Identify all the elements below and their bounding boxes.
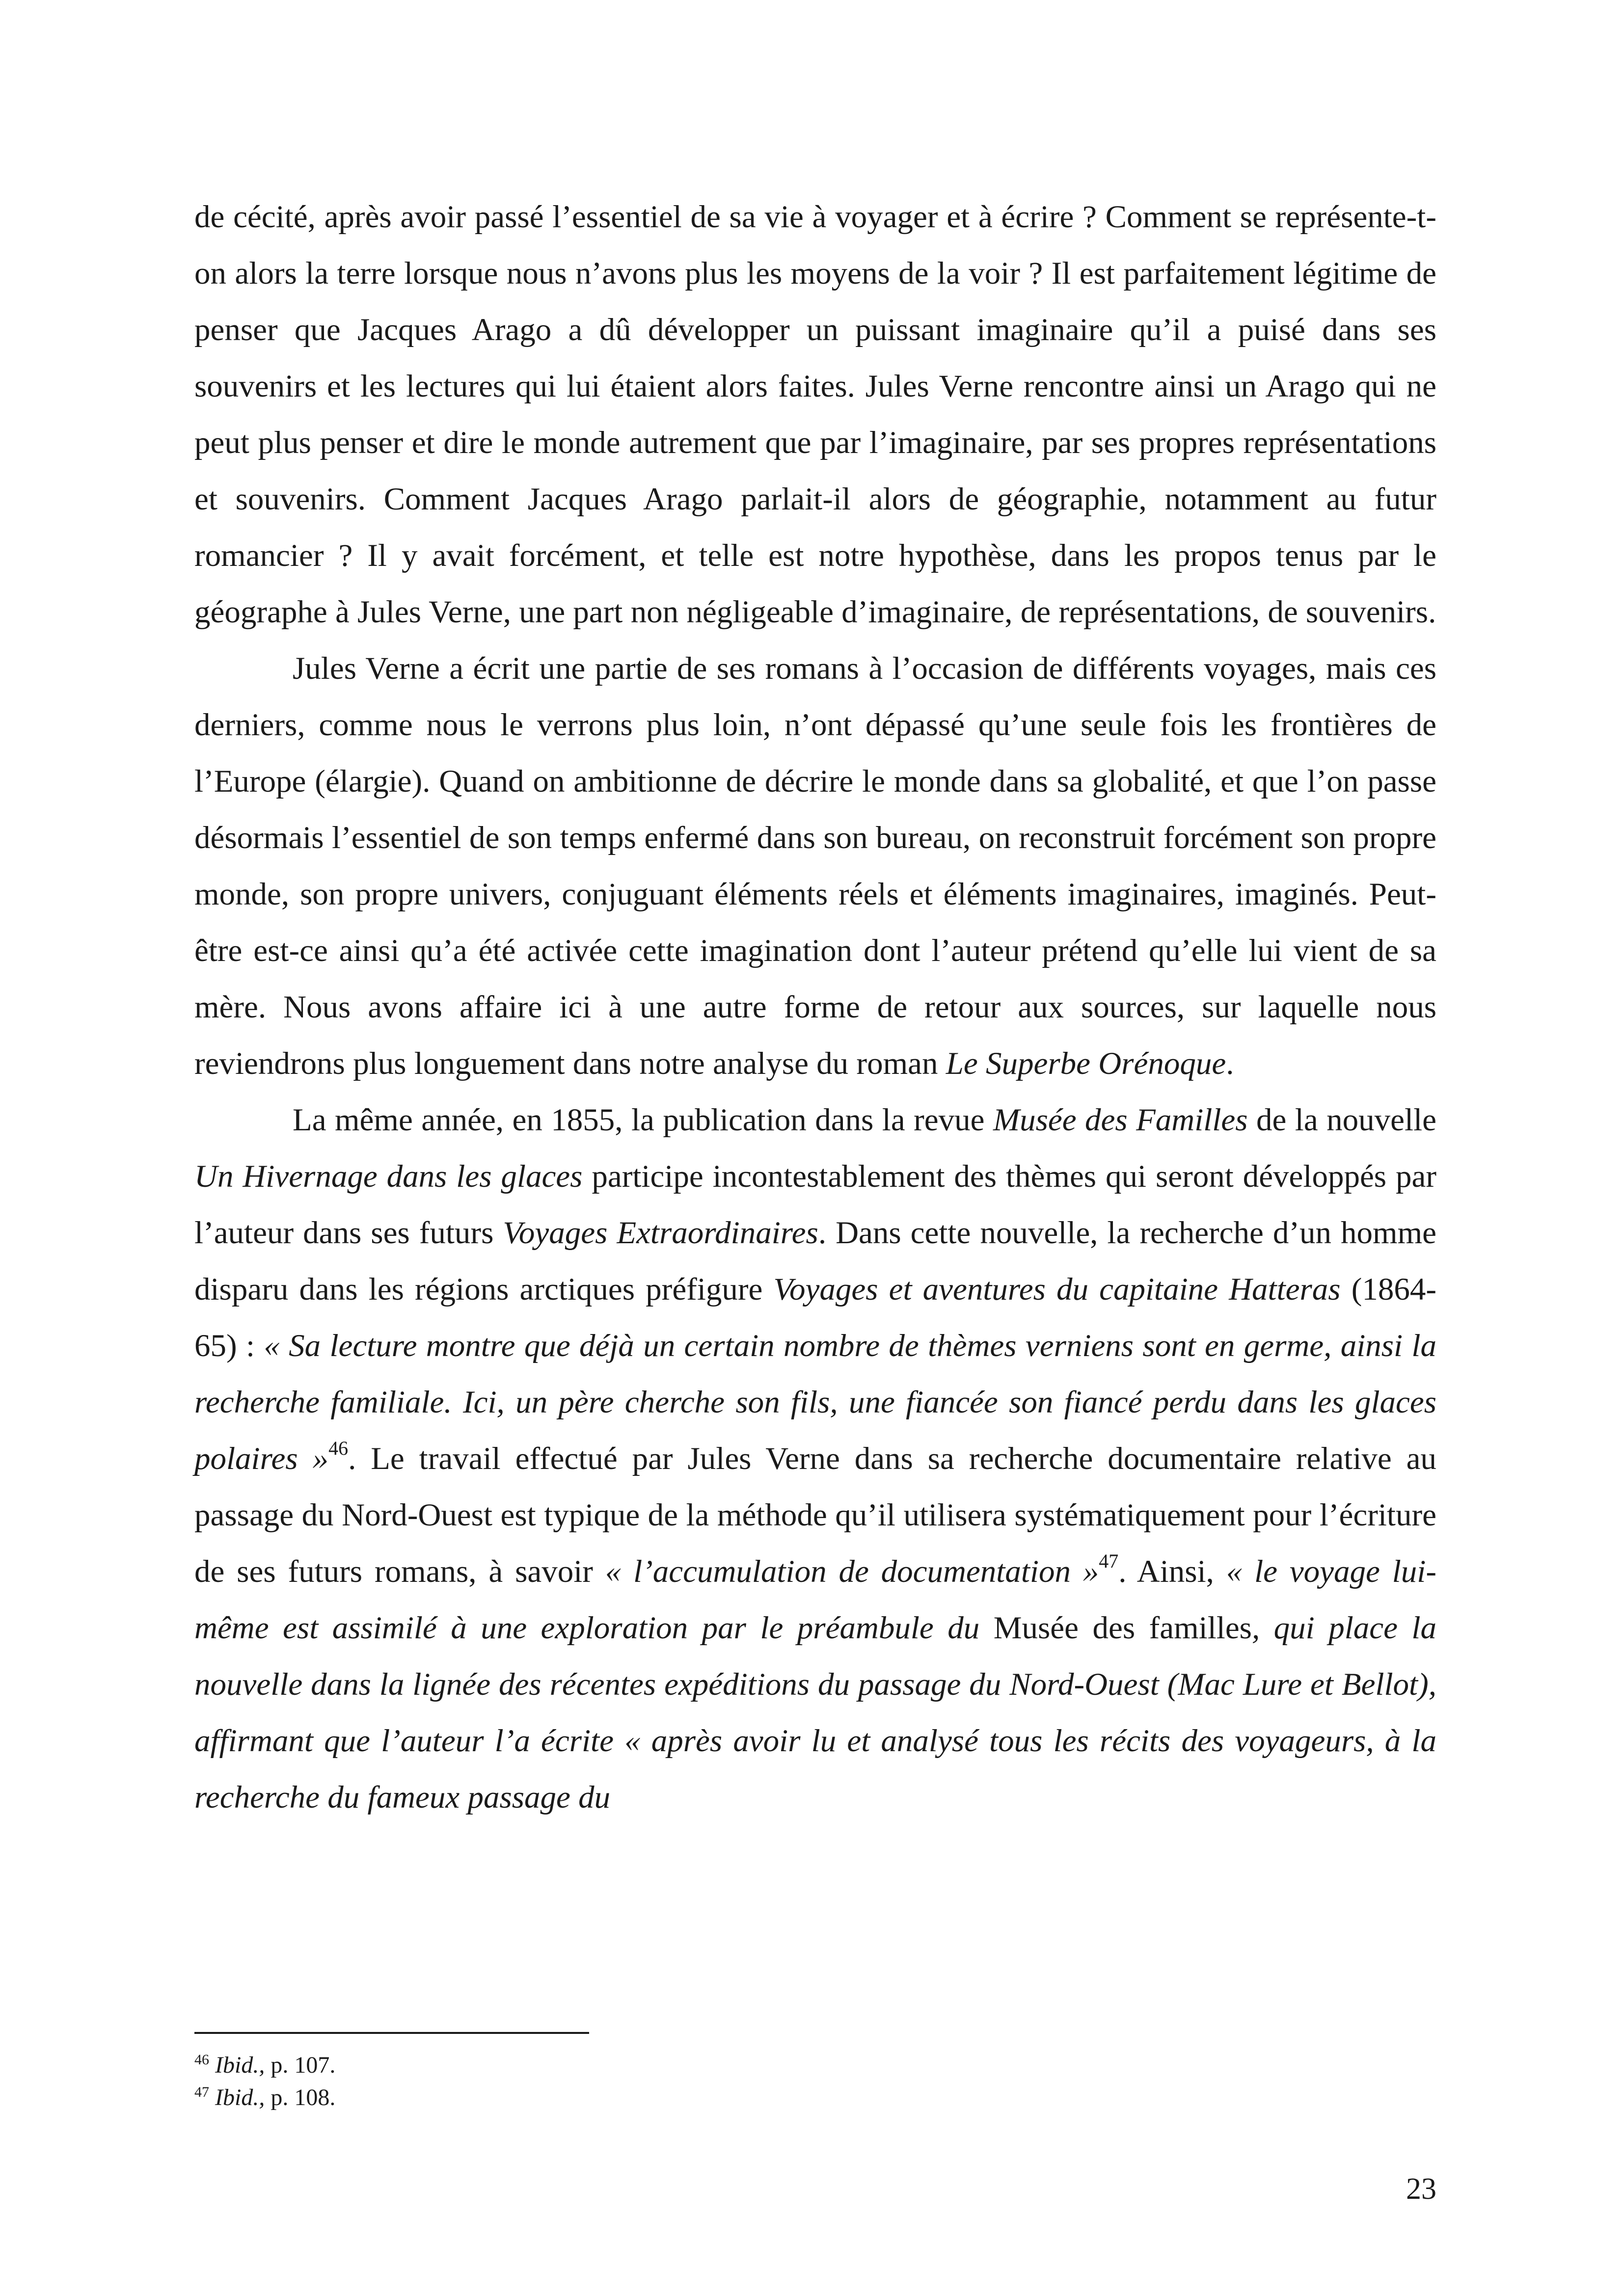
page-body	[194, 189, 1436, 1826]
paragraph-1-text: de cécité, après avoir passé l’essentiel de sa vie à voyager et à écrire ? Comment se représente-t-on alors la terre lorsque nous n’avons plus les moyens de la voir ? Il est parfaitement légitime de penser que Jacques Arago a dû développer un puissant imaginaire qu’il a puisé dans ses souvenirs et les lectures qui lui étaient alors faites. Jules Verne rencontre ainsi un Arago qui ne peut plus penser et dire le monde autrement que par l’imaginaire, par ses propres représentations et souvenirs. Comment Jacques Arago parlait-il alors de géographie, notamment au futur romancier ? Il y avait forcément, et telle est notre hypothèse, dans les propos tenus par le géographe à Jules Verne, une part non négligeable d’imaginaire, de représentations, de souvenirs.	[194, 199, 1436, 630]
footnotes	[194, 2049, 1436, 2114]
quote-3-part-2: , qui place la nouvelle dans la lignée des récentes expéditions du passage du Nord-Ouest (Mac Lure et Bellot), affirmant que l’auteur l’a écrite « après avoir lu et analysé tous les récits des voyageurs, à la recherche du fameux passage du	[194, 1610, 1436, 1815]
footnote-47	[194, 2082, 1436, 2114]
paragraph-3-text-6: . Le travail effectué par Jules Verne dans sa recherche documentaire relative au passage du Nord-Ouest est typique de la méthode qu’il utilisera systématiquement pour l’écriture de ses futurs romans, à savoir	[194, 1441, 1436, 1589]
paragraph-3-text-1: La même année, en 1855, la publication dans la revue	[293, 1102, 993, 1138]
footnote-ref-46[interactable]: 46	[328, 1437, 349, 1460]
paragraph-3-text-5: (1864-65) :	[194, 1272, 1437, 1363]
footnote-ibid: Ibid.,	[215, 2084, 265, 2110]
series-title-voyages-extraordinaires: Voyages Extraordinaires	[503, 1215, 818, 1251]
paragraph-3-text-2: de la nouvelle	[1247, 1102, 1436, 1138]
paragraph-2-end: .	[1226, 1046, 1234, 1081]
footnote-number: 47	[194, 2084, 209, 2100]
quote-1: « Sa lecture montre que déjà un certain nombre de thèmes verniens sont en germe, ainsi la recherche familiale. Ici, un père cherche son fils, une fiancée son fiancé perdu dans les glaces polaires »	[194, 1328, 1436, 1476]
paragraph-1	[194, 189, 1436, 641]
story-title-un-hivernage: Un Hivernage dans les glaces	[194, 1159, 583, 1194]
footnote-page: p. 108.	[265, 2084, 336, 2110]
footnote-page: p. 107.	[265, 2052, 336, 2078]
quote-3-part-1: « le voyage lui-même est assimilé à une exploration par le préambule du	[194, 1554, 1436, 1646]
footnote-ibid: Ibid.,	[215, 2052, 265, 2078]
review-title-musee-des-familles-upright: Musée des familles	[993, 1610, 1252, 1646]
page-number: 23	[1406, 2172, 1436, 2206]
footnote-46	[194, 2049, 1436, 2082]
footnote-number: 46	[194, 2052, 209, 2068]
footnote-separator	[194, 2032, 589, 2034]
review-title-musee-des-familles: Musée des Familles	[993, 1102, 1248, 1138]
paragraph-2-text: Jules Verne a écrit une partie de ses romans à l’occasion de différents voyages, mais ces derniers, comme nous le verrons plus loin, n’ont dépassé qu’une seule fois les frontières de l’Europe (élargie). Quand on ambitionne de décrire le monde dans sa globalité, et que l’on passe désormais l’essentiel de son temps enfermé dans son bureau, on reconstruit forcément son propre monde, son propre univers, conjuguant éléments réels et éléments imaginaires, imaginés. Peut-être est-ce ainsi qu’a été activée cette imagination dont l’auteur prétend qu’elle lui vient de sa mère. Nous avons affaire ici à une autre forme de retour aux sources, sur laquelle nous reviendrons plus longuement dans notre analyse du roman	[194, 651, 1436, 1081]
book-title-le-superbe-orenoque: Le Superbe Orénoque	[946, 1046, 1226, 1081]
paragraph-2	[194, 641, 1436, 1092]
book-title-hatteras: Voyages et aventures du capitaine Hatteras	[773, 1272, 1341, 1307]
paragraph-3	[194, 1092, 1436, 1826]
footnote-ref-47[interactable]: 47	[1099, 1550, 1119, 1573]
quote-2: « l’accumulation de documentation »	[605, 1554, 1099, 1589]
paragraph-3-text-3: participe incontestablement des thèmes qui seront développés par l’auteur dans ses futurs	[194, 1159, 1437, 1251]
paragraph-3-text-7: . Ainsi,	[1118, 1554, 1226, 1589]
paragraph-3-text-4: . Dans cette nouvelle, la recherche d’un homme disparu dans les régions arctiques préfigure	[194, 1215, 1437, 1307]
